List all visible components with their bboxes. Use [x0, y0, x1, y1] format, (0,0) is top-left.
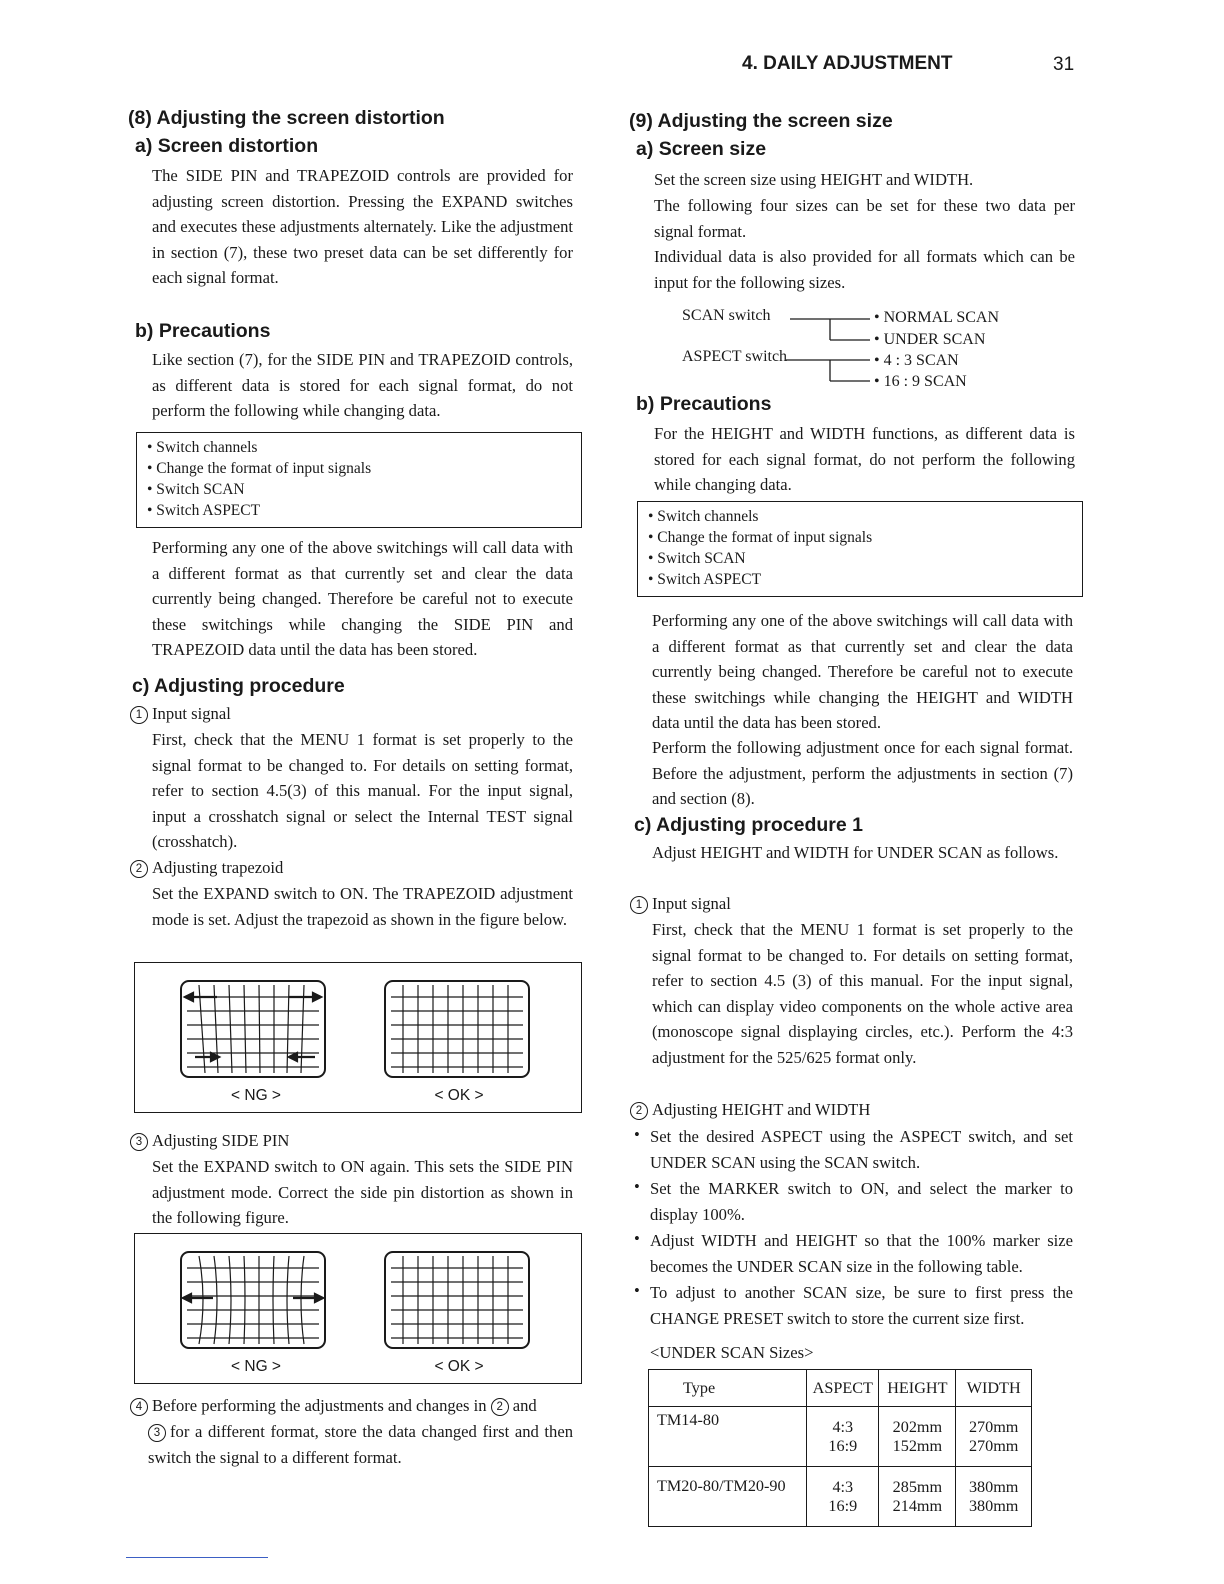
step-3-text-left: Set the EXPAND switch to ON again. This sets the SIDE PIN adjustment mode. Correct the side pin distortion as shown in the following figure.	[152, 1157, 573, 1228]
option-under-scan: • UNDER SCAN	[874, 331, 986, 348]
side-pin-ok-diagram	[381, 1248, 541, 1358]
footnote-rule	[126, 1557, 268, 1558]
precautions-text-right: For the HEIGHT and WIDTH functions, as different data is stored for each signal format, do not perform the following while changing data.	[654, 424, 1075, 495]
caution-item: • Change the format of input signals	[648, 529, 873, 546]
bullet-mark: •	[634, 1125, 640, 1144]
step-2-text-left: Set the EXPAND switch to ON. The TRAPEZOID adjustment mode is set. Adjust the trapezoid as shown in the figure below.	[152, 884, 573, 929]
caution-item: • Switch ASPECT	[648, 571, 762, 588]
under-scan-table-title: <UNDER SCAN Sizes>	[650, 1343, 814, 1362]
step-3-heading-left: 3 Adjusting SIDE PIN	[130, 1128, 289, 1154]
screen-distortion-text: The SIDE PIN and TRAPEZOID controls are provided for adjusting screen distortion. Pressing the EXPAND switches and executes these adjustments alternately. Like the adjustment in section (7), these two preset data can be set differently for each signal format.	[152, 166, 573, 288]
option-normal-scan: • NORMAL SCAN	[874, 309, 1000, 326]
type-cell: TM20-80/TM20-90	[649, 1467, 807, 1527]
side-pin-ng-diagram	[177, 1248, 337, 1358]
step-number: 2	[130, 860, 148, 878]
width-value: 270mm	[968, 1436, 1019, 1455]
section-9-title: (9) Adjusting the screen size	[629, 110, 893, 132]
step-number: 4	[130, 1398, 148, 1416]
table-row	[649, 1467, 1032, 1527]
height-value: 152mm	[892, 1436, 943, 1455]
page-number: 31	[1053, 54, 1075, 75]
bullet-mark: •	[634, 1281, 640, 1300]
step-2-heading-right: 2 Adjusting HEIGHT and WIDTH	[630, 1097, 870, 1123]
table-row	[649, 1407, 1032, 1467]
chapter-heading: 4. DAILY ADJUSTMENT	[742, 53, 953, 74]
caution-item: • Switch SCAN	[648, 550, 746, 567]
section-8-title: (8) Adjusting the screen distortion	[128, 107, 445, 129]
table-header: HEIGHT	[879, 1370, 956, 1407]
aspect-value: 16:9	[828, 1436, 858, 1455]
step-ref: 2	[491, 1398, 509, 1416]
bullet-mark: •	[634, 1229, 640, 1248]
trapezoid-ng-diagram	[177, 977, 337, 1087]
type-cell: TM14-80	[649, 1407, 807, 1467]
step-2-heading-left: 2 Adjusting trapezoid	[130, 855, 283, 881]
caution-box-left	[136, 432, 582, 528]
bullet-aspect: Set the desired ASPECT using the ASPECT switch, and set UNDER SCAN using the SCAN switch.	[650, 1127, 1073, 1172]
adjusting-procedure-title: c) Adjusting procedure	[132, 675, 345, 697]
bullet-change-preset: To adjust to another SCAN size, be sure to first press the CHANGE PRESET switch to store the current size first.	[650, 1283, 1073, 1328]
bullet-marker: Set the MARKER switch to ON, and select the marker to display 100%.	[650, 1179, 1073, 1224]
ok-label: < OK >	[434, 1087, 484, 1104]
width-value: 380mm	[968, 1496, 1019, 1515]
step-4-text-left-cont: 3 for a different format, store the data changed first and then switch the signal to a different format.	[148, 1422, 573, 1467]
step-1-text-right: First, check that the MENU 1 format is set properly to the signal format to be changed to. For details on setting format, refer to section 4.5 (3) of this manual. For the input signal, which can display video components on the whole active area (monoscope signal displaying circles, etc.). Perform the 4:3 adjustment for the 525/625 format only.	[652, 920, 1073, 1067]
ng-label: < NG >	[231, 1358, 281, 1375]
scan-switch-label: SCAN switch	[682, 307, 771, 324]
under-scan-sizes-table	[648, 1369, 1032, 1527]
step-4-text-left: 4 Before performing the adjustments and changes in 2 and	[130, 1393, 573, 1419]
aspect-value: 16:9	[828, 1496, 858, 1515]
caution-item: • Switch channels	[648, 508, 759, 525]
table-header: WIDTH	[956, 1370, 1032, 1407]
switch-connector-lines	[786, 305, 876, 385]
precautions-title-left: b) Precautions	[135, 320, 271, 342]
option-4-3-scan: • 4 : 3 SCAN	[874, 352, 959, 369]
adjustment-order-text: Perform the following adjustment once for each signal format. Before the adjustment, perform the adjustments in section (7) and section (8).	[652, 738, 1073, 809]
bullet-width-height: Adjust WIDTH and HEIGHT so that the 100% marker size becomes the UNDER SCAN size in the following table.	[650, 1231, 1073, 1276]
procedure-1-intro: Adjust HEIGHT and WIDTH for UNDER SCAN as follows.	[652, 843, 1059, 862]
step-number: 3	[130, 1133, 148, 1151]
ng-label: < NG >	[231, 1087, 281, 1104]
option-16-9-scan: • 16 : 9 SCAN	[874, 373, 967, 390]
table-header: ASPECT	[807, 1370, 879, 1407]
adjusting-procedure-1-title: c) Adjusting procedure 1	[634, 814, 863, 836]
aspect-value: 4:3	[832, 1417, 854, 1436]
caution-item: • Change the format of input signals	[147, 460, 372, 477]
trapezoid-figure	[134, 962, 582, 1113]
caution-item: • Switch ASPECT	[147, 502, 261, 519]
step-1-heading-left: 1 Input signal	[130, 701, 231, 727]
step-ref: 3	[148, 1424, 166, 1442]
width-value: 270mm	[968, 1417, 1019, 1436]
aspect-value: 4:3	[832, 1477, 854, 1496]
trapezoid-ok-diagram	[381, 977, 541, 1087]
caution-item: • Switch channels	[147, 439, 258, 456]
ok-label: < OK >	[434, 1358, 484, 1375]
aspect-switch-label: ASPECT switch	[682, 348, 788, 365]
screen-size-title: a) Screen size	[636, 138, 767, 160]
step-number: 2	[630, 1102, 648, 1120]
screen-size-text-3: Individual data is also provided for all formats which can be input for the following sizes.	[654, 247, 1075, 292]
table-header: Type	[649, 1370, 807, 1407]
switching-warning-right: Performing any one of the above switchings will call data with a different format as that currently set and clear the data currently being changed. Therefore be careful not to execute these switchings while changing the HEIGHT and WIDTH data until the data has been stored.	[652, 611, 1073, 733]
bullet-mark: •	[634, 1177, 640, 1196]
caution-box-right	[637, 501, 1083, 597]
step-number: 1	[630, 896, 648, 914]
width-value: 380mm	[968, 1477, 1019, 1496]
screen-distortion-title: a) Screen distortion	[135, 135, 319, 157]
step-number: 1	[130, 706, 148, 724]
step-1-heading-right: 1 Input signal	[630, 891, 731, 917]
precautions-title-right: b) Precautions	[636, 393, 772, 415]
screen-size-text-2: The following four sizes can be set for these two data per signal format.	[654, 196, 1075, 241]
height-value: 202mm	[892, 1417, 943, 1436]
height-value: 214mm	[892, 1496, 943, 1515]
precautions-text-left: Like section (7), for the SIDE PIN and TRAPEZOID controls, as different data is stored for each signal format, do not perform the following while changing data.	[152, 350, 573, 421]
caution-item: • Switch SCAN	[147, 481, 245, 498]
height-value: 285mm	[892, 1477, 943, 1496]
step-1-text-left: First, check that the MENU 1 format is set properly to the signal format to be changed to. For details on setting format, refer to section 4.5(3) of this manual. For the input signal, input a crosshatch signal or select the Internal TEST signal (crosshatch).	[152, 730, 573, 852]
screen-size-text-1: Set the screen size using HEIGHT and WIDTH.	[654, 170, 974, 189]
side-pin-figure	[134, 1233, 582, 1384]
switching-warning-left: Performing any one of the above switchings will call data with a different format as that currently set and clear the data currently being changed. Therefore be careful not to execute these switchings while changing the SIDE PIN and TRAPEZOID data until the data has been stored.	[152, 538, 573, 660]
